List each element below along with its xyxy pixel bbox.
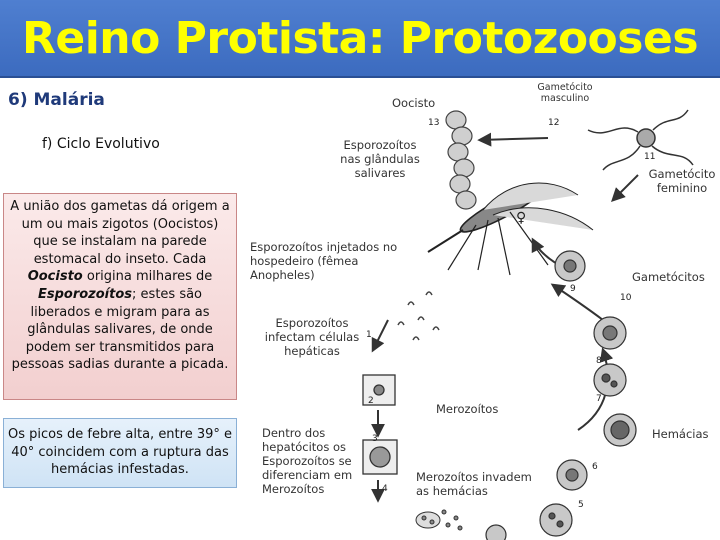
hepatocitos-drawing <box>363 375 397 474</box>
step-number-6: 6 <box>592 462 598 472</box>
step-number-5: 5 <box>578 500 584 510</box>
description-box-febre <box>3 418 237 488</box>
step-number-3: 3 <box>372 434 378 444</box>
box-red-text-3: ; estes são liberados e migram para as glândulas salivares, de onde podem ser transmitidos para pessoas sadias durante a picada. <box>11 286 229 373</box>
step-number-13: 13 <box>428 118 440 128</box>
step-number-12: 12 <box>548 118 560 128</box>
label-dentro-hepatocitos: Dentro dos hepatócitos os Esporozoítos se diferenciam em Merozoítos <box>262 426 353 496</box>
esporozoitos-drawing <box>398 292 439 340</box>
malaria-life-cycle-diagram <box>248 80 720 540</box>
label-gametocito-feminino: Gametócito feminino <box>648 167 716 195</box>
label-gametocito-masculino: Gametócito masculino <box>537 82 593 104</box>
svg-text:♀: ♀ <box>516 210 527 226</box>
subsection-heading: f) Ciclo Evolutivo <box>42 136 160 152</box>
gametocito-masculino-drawing <box>588 110 693 170</box>
label-esporozoitos-infectam: Esporozoítos infectam células hepáticas <box>264 316 360 358</box>
label-oocisto: Oocisto <box>392 96 436 110</box>
label-hemacias: Hemácias <box>652 427 709 441</box>
label-merozoitos-invadem: Merozoítos invadem as hemácias <box>416 470 532 498</box>
step-number-7: 7 <box>596 394 602 404</box>
label-merozoitos: Merozoítos <box>436 402 499 416</box>
slide-title: Reino Protista: Protozooses <box>21 12 699 64</box>
box-blue-text: Os picos de febre alta, entre 39° e 40° coincidem com a ruptura das hemácias infestadas. <box>8 427 233 478</box>
step-number-2: 2 <box>368 396 374 406</box>
step-number-8: 8 <box>596 356 602 366</box>
box-red-text-2: origina milhares de <box>82 269 213 285</box>
label-esporozoitos-glandulas: Esporozoítos nas glândulas salivares <box>340 138 420 180</box>
label-esporozoitos-injetados: Esporozoítos injetados no hospedeiro (fêmea Anopheles) <box>250 240 398 282</box>
title-bar <box>0 0 720 78</box>
step-number-4: 4 <box>382 484 388 494</box>
step-number-9: 9 <box>570 284 576 294</box>
section-heading: 6) Malária <box>8 90 105 110</box>
oocisto-column <box>446 111 476 209</box>
step-number-1: 1 <box>366 330 372 340</box>
description-box-oocisto <box>3 193 237 400</box>
box-red-emphasis-esporozoitos: Esporozoítos <box>37 286 133 302</box>
step-number-11: 11 <box>644 152 656 162</box>
step-number-10: 10 <box>620 293 632 303</box>
box-red-text-1: A união dos gametas dá origem a um ou mais zigotos (Oocistos) que se instalam na parede estomacal do inseto. Cada <box>10 199 230 267</box>
box-red-emphasis-oocisto: Oocisto <box>27 269 83 285</box>
merozoitos-liberados-drawing <box>416 510 462 530</box>
label-gametocitos: Gametócitos <box>632 270 705 284</box>
